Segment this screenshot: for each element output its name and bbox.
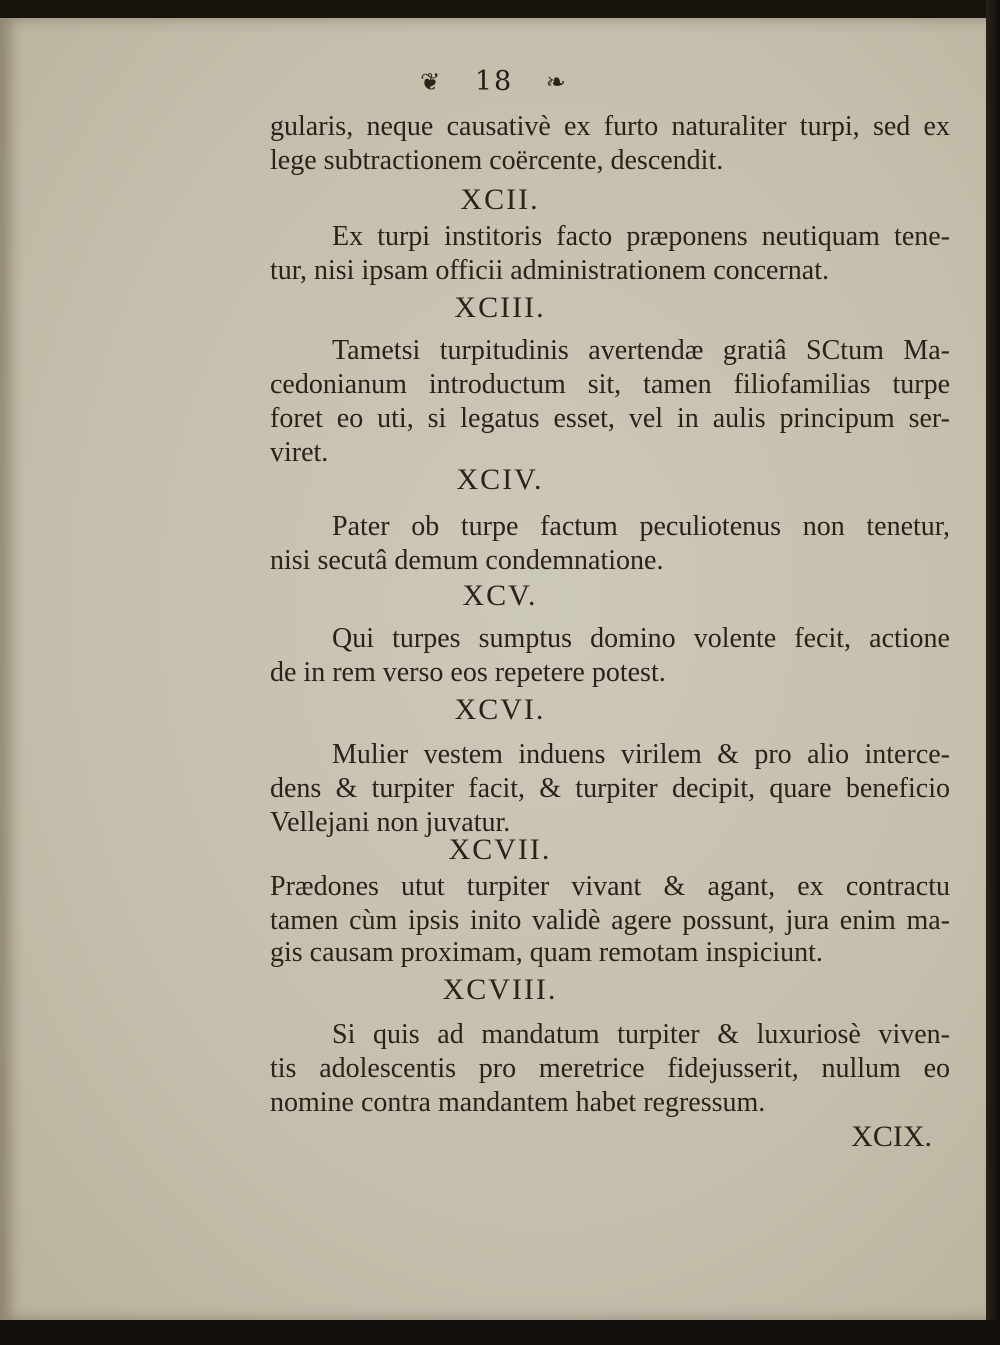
section-numeral: XCV. <box>462 579 538 612</box>
text-line: Si quis ad mandatum turpiter & luxuriosè viven- <box>332 1019 950 1050</box>
text-line: nomine contra mandantem habet regressum. <box>270 1087 766 1118</box>
section-numeral: XCIII. <box>454 291 546 324</box>
text-line: tamen cùm ipsis inito validè agere possunt, jura enim ma- <box>270 905 950 936</box>
text-line: viret. <box>270 437 329 468</box>
text-line: Mulier vestem induens virilem & pro alio interce- <box>332 739 950 770</box>
page-number: 18 <box>474 66 514 97</box>
text-line: nisi secutâ demum condemnatione. <box>270 545 664 576</box>
book-edge <box>986 0 1000 1345</box>
text-line: tis adolescentis pro meretrice fidejusserit, nullum eo <box>270 1053 950 1084</box>
text-line: Tametsi turpitudinis avertendæ gratiâ SCtum Ma- <box>332 335 950 366</box>
text-line: Qui turpes sumptus domino volente fecit, actione <box>332 623 950 654</box>
book-page <box>0 18 988 1320</box>
catchword: XCIX. <box>851 1120 932 1153</box>
text-line: Ex turpi institoris facto præponens neutiquam tene- <box>332 221 950 252</box>
scan-border <box>0 1320 1000 1345</box>
text-line: cedonianum introductum sit, tamen filiofamilias turpe <box>270 369 950 400</box>
text-line: Pater ob turpe factum peculiotenus non tenetur, <box>332 511 950 542</box>
section-numeral: XCVII. <box>448 833 552 866</box>
text-line: foret eo uti, si legatus esset, vel in aulis principum ser- <box>270 403 950 434</box>
ornament-right-icon: ❧ <box>545 68 568 96</box>
text-line: Vellejani non juvatur. <box>270 807 511 838</box>
section-numeral: XCVIII. <box>442 973 558 1006</box>
running-header <box>0 66 988 97</box>
section-numeral: XCIV. <box>456 463 544 496</box>
text-line: dens & turpiter facit, & turpiter decipit, quare beneficio <box>270 773 950 804</box>
text-line: Prædones utut turpiter vivant & agant, ex contractu <box>270 871 950 902</box>
text-line: gularis, neque causativè ex furto naturaliter turpi, sed ex <box>270 111 950 142</box>
text-line: de in rem verso eos repetere potest. <box>270 657 666 688</box>
text-line: lege subtractionem coërcente, descendit. <box>270 145 724 176</box>
section-numeral: XCII. <box>460 183 540 216</box>
ornament-left-icon: ❦ <box>420 68 443 96</box>
text-line: gis causam proximam, quam remotam inspiciunt. <box>270 937 823 968</box>
text-line: tur, nisi ipsam officii administrationem concernat. <box>270 255 830 286</box>
section-numeral: XCVI. <box>454 693 546 726</box>
